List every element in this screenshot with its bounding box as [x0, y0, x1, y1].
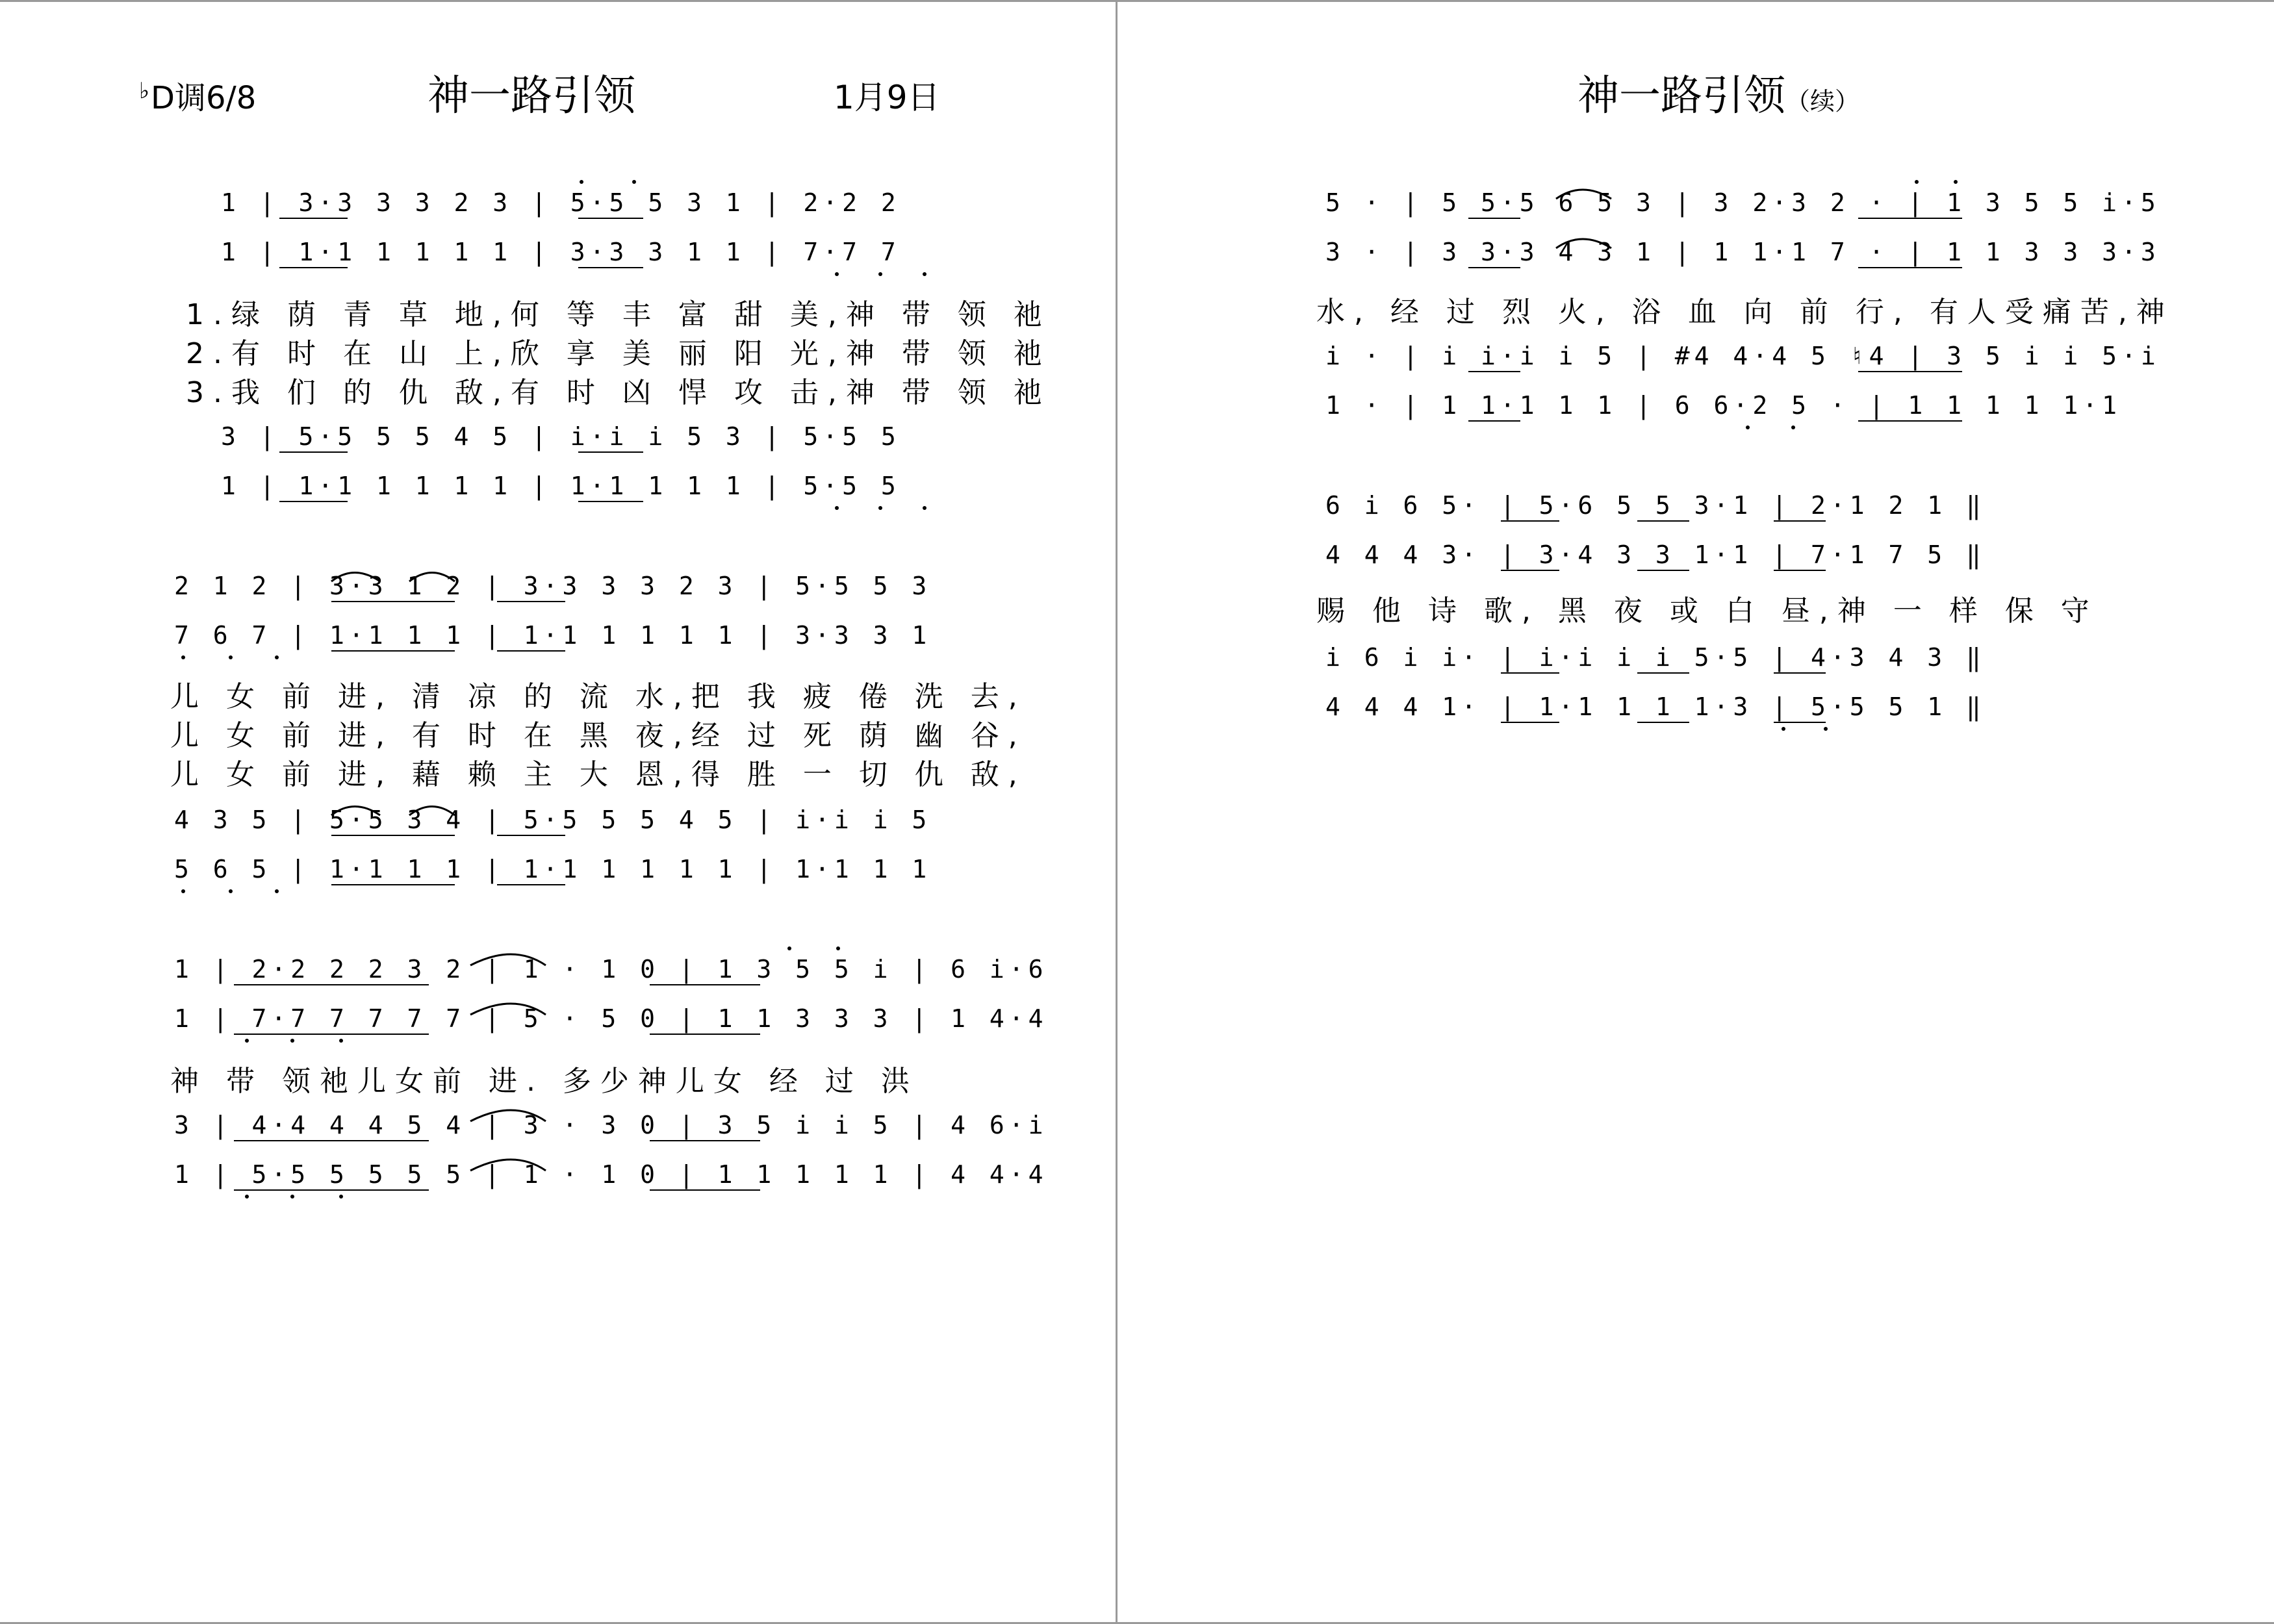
- alto-line: 4 4 4 3· | 3·4 3 3 1·1 | 7·1 7 5 ‖: [1325, 540, 1986, 569]
- lyric-verse-2: 儿 女 前 进, 有 时 在 黑 夜,经 过 死 荫 幽 谷,: [170, 719, 1027, 752]
- lyric-verse-2: 2.有 时 在 山 上,欣 享 美 丽 阳 光,神 带 领 祂: [186, 337, 1051, 370]
- soprano-line: 1 | 3·3 3 3 2 3 | 5·5 5 3 1 | 2·2 2: [221, 188, 901, 217]
- bass-line: 1 | 5·5 5 5 5 5 | 1 · 1 0 | 1 1 1 1 1 | 4 4·4: [174, 1160, 1048, 1189]
- continued-mark: （续）: [1785, 87, 1860, 116]
- hymn-date: 1月9日: [834, 79, 940, 116]
- lyric-verse-1: 儿 女 前 进, 清 凉 的 流 水,把 我 疲 倦 洗 去,: [170, 680, 1027, 713]
- lyric-verse-1: 赐 他 诗 歌, 黑 夜 或 白 昼,神 一 样 保 守: [1316, 594, 2099, 628]
- tenor-line: i · | i i·i i 5 | #4 4·4 5 ♮4 | 3 5 i i 5·i: [1325, 342, 2160, 370]
- key-text: D调6/8: [151, 80, 257, 116]
- soprano-line: 1 | 2·2 2 2 3 2 | 1 · 1 0 | 1 3 5 5 i | 6 i·6: [174, 955, 1048, 983]
- tenor-line: 4 3 5 | 5·5 3 4 | 5·5 5 5 4 5 | i·i i 5: [174, 806, 932, 834]
- soprano-line: 6 i 6 5· | 5·6 5 5 3·1 | 2·1 2 1 ‖: [1325, 491, 1986, 520]
- alto-line: 1 | 1·1 1 1 1 1 | 3·3 3 1 1 | 7·7 7: [221, 238, 901, 266]
- tenor-line: i 6 i i· | i·i i i 5·5 | 4·3 4 3 ‖: [1325, 643, 1986, 672]
- score-page-right: [1118, 0, 2274, 1624]
- hymn-title-continued: [1578, 62, 1859, 122]
- lyric-verse-1: 水, 经 过 烈 火, 浴 血 向 前 行, 有人受痛苦,神: [1316, 296, 2174, 329]
- alto-line: 7 6 7 | 1·1 1 1 | 1·1 1 1 1 1 | 3·3 3 1: [174, 621, 932, 650]
- lyric-verse-3: 儿 女 前 进, 藉 赖 主 大 恩,得 胜 一 切 仇 敌,: [170, 758, 1027, 791]
- flat-symbol: ♭: [139, 78, 150, 104]
- lyric-verse-3: 3.我 们 的 仇 敌,有 时 凶 悍 攻 击,神 带 领 祂: [186, 376, 1051, 409]
- bass-line: 5 6 5 | 1·1 1 1 | 1·1 1 1 1 1 | 1·1 1 1: [174, 855, 932, 883]
- soprano-line: 2 1 2 | 3·3 1 2 | 3·3 3 3 2 3 | 5·5 5 3: [174, 572, 932, 600]
- tenor-line: 3 | 4·4 4 4 5 4 | 3 · 3 0 | 3 5 i i 5 | 4 6·i: [174, 1111, 1048, 1139]
- title-text: 神一路引领: [1578, 72, 1785, 120]
- lyric-verse-1: 1.绿 荫 青 草 地,何 等 丰 富 甜 美,神 带 领 祂: [186, 298, 1051, 331]
- lyric-verse-1: 神 带 领祂儿女前 进. 多少神儿女 经 过 洪: [170, 1065, 919, 1098]
- bass-line: 4 4 4 1· | 1·1 1 1 1·3 | 5·5 5 1 ‖: [1325, 692, 1986, 721]
- tenor-line: 3 | 5·5 5 5 4 5 | i·i i 5 3 | 5·5 5: [221, 422, 901, 451]
- alto-line: 3 · | 3 3·3 4 3 1 | 1 1·1 7 · | 1 1 3 3 3·3: [1325, 238, 2160, 266]
- hymn-title: 神一路引领: [428, 72, 635, 120]
- key-signature: [139, 73, 256, 118]
- score-page-left: [0, 0, 1116, 1624]
- alto-line: 1 | 7·7 7 7 7 7 | 5 · 5 0 | 1 1 3 3 3 | 1 4·4: [174, 1004, 1048, 1033]
- soprano-line: 5 · | 5 5·5 6 5 3 | 3 2·3 2 · | 1 3 5 5 i·5: [1325, 188, 2160, 217]
- bass-line: 1 | 1·1 1 1 1 1 | 1·1 1 1 1 | 5·5 5: [221, 472, 901, 500]
- bass-line: 1 · | 1 1·1 1 1 | 6 6·2 5 · | 1 1 1 1 1·1: [1325, 391, 2121, 420]
